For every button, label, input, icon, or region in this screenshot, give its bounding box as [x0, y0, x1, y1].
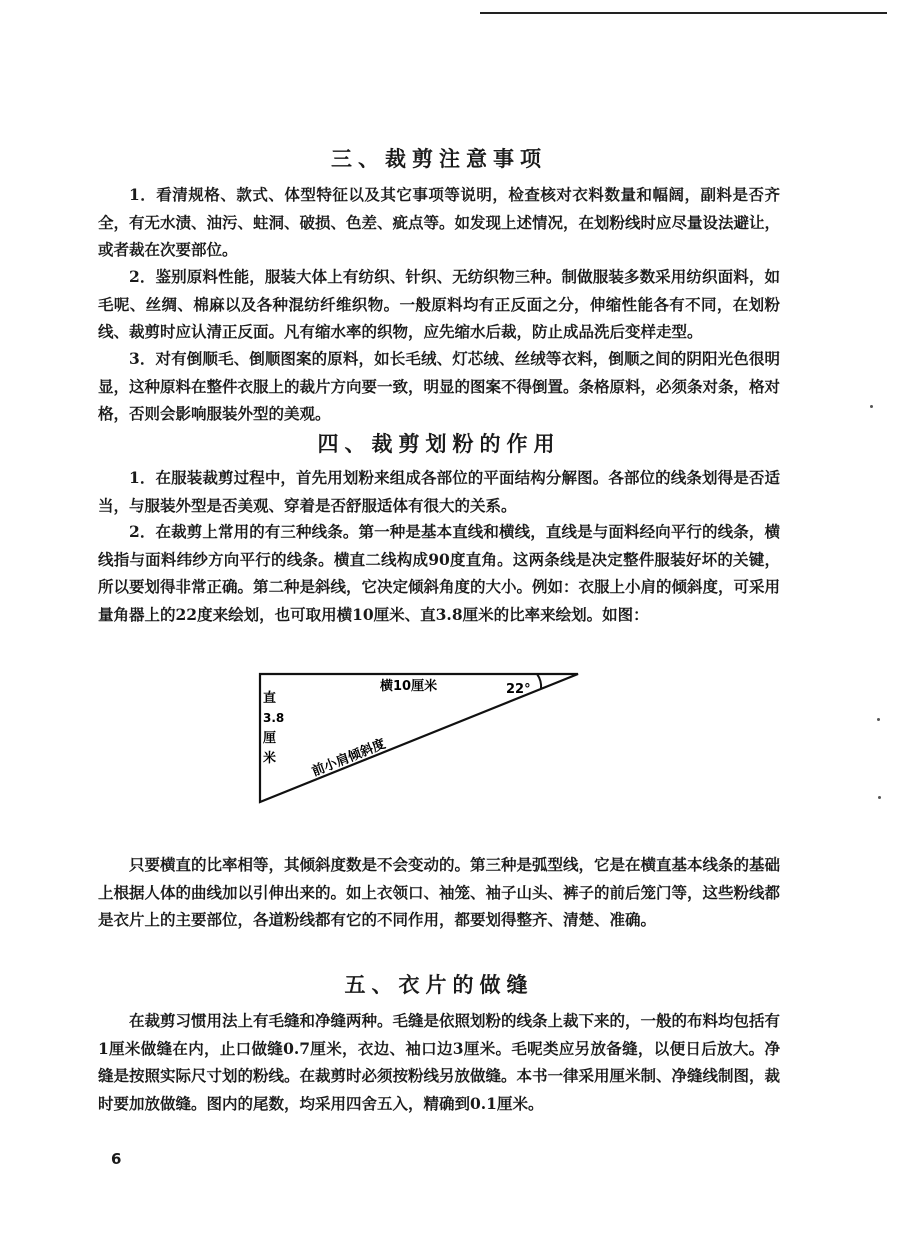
- section-5-paragraph-1: 在裁剪习惯用法上有毛缝和净缝两种。毛缝是依照划粉的线条上裁下来的，一般的布料均包括有1厘米做缝在内，止口做缝0.7厘米，衣边、袖口边3厘米。毛呢类应另放备缝，以便日后放大。净缝是按照实际尺寸划的粉线。在裁剪时必须按粉线另放做缝。本书一律采用厘米制、净缝线制图，裁时要加放做缝。图内的尾数，均采用四舍五入，精确到0.1厘米。: [98, 1011, 781, 1113]
- scan-speck: [877, 718, 880, 721]
- scan-speck: [878, 796, 881, 799]
- section-5-title: 五、衣片的做缝: [344, 973, 534, 997]
- section-4-paragraph-1: 1．在服装裁剪过程中，首先用划粉来组成各部位的平面结构分解图。各部位的线条划得是否适当，与服装外型是否美观、穿着是否舒服适体有很大的关系。: [98, 468, 780, 515]
- section-3-paragraph-3: 3．对有倒顺毛、倒顺图案的原料，如长毛绒、灯芯绒、丝绒等衣料，倒顺之间的阴阳光色很明显，这种原料在整件衣服上的裁片方向要一致，明显的图案不得倒置。条格原料，必须条对条，格对格，否则会影响服装外型的美观。: [98, 349, 781, 423]
- section-4-paragraph-3: 只要横直的比率相等，其倾斜度数是不会变动的。第三种是弧型线，它是在横直基本线条的基础上根据人体的曲线加以引伸出来的。如上衣领口、袖笼、袖子山头、裤子的前后笼门等，这些粉线都是衣片上的主要部位，各道粉线都有它的不同作用，都要划得整齐、清楚、准确。: [98, 855, 781, 929]
- section-3-paragraph-1: 1．看清规格、款式、体型特征以及其它事项等说明，检查核对衣料数量和幅阔，副料是否齐全，有无水渍、油污、蛀洞、破损、色差、疵点等。如发现上述情况，在划粉线时应尽量设法避让，或者裁在次要部位。: [98, 185, 781, 259]
- section-3-title: 三、裁剪注意事项: [331, 147, 547, 171]
- vertical-label-1: 直: [263, 691, 277, 706]
- vertical-label-4: 米: [263, 751, 277, 766]
- vertical-label-3: 厘: [263, 731, 277, 746]
- angle-arc: [537, 674, 541, 689]
- horizontal-label: 横10厘米: [380, 679, 438, 694]
- shoulder-slope-svg: [258, 672, 580, 804]
- section-4-paragraph-2: 2．在裁剪上常用的有三种线条。第一种是基本直线和横线，直线是与面料经向平行的线条，横线指与面料纬纱方向平行的线条。横直二线构成90度直角。这两条线是决定整件服装好坏的关键，所以要划得非常正确。第二种是斜线，它决定倾斜角度的大小。例如：衣服上小肩的倾斜度，可采用量角器上的22度来绘划，也可取用横10厘米、直3.8厘米的比率来绘划。如图：: [98, 522, 781, 624]
- shoulder-slope-diagram: [258, 672, 580, 804]
- angle-label: 22°: [506, 682, 531, 697]
- vertical-label-2: 3.8: [263, 711, 285, 725]
- section-3-paragraph-2: 2．鉴别原料性能，服装大体上有纺织、针织、无纺织物三种。制做服装多数采用纺织面料，如毛呢、丝绸、棉麻以及各种混纺纤维织物。一般原料均有正反面之分，伸缩性能各有不同，在划粉线、裁剪时应认清正反面。凡有缩水率的织物，应先缩水后裁，防止成品洗后变样走型。: [98, 267, 780, 341]
- section-4-title: 四、裁剪划粉的作用: [317, 432, 561, 456]
- slope-label: 前小肩倾斜度: [309, 736, 388, 780]
- scan-speck: [870, 405, 873, 408]
- page-number: 6: [111, 1150, 122, 1168]
- top-rule: [480, 12, 887, 14]
